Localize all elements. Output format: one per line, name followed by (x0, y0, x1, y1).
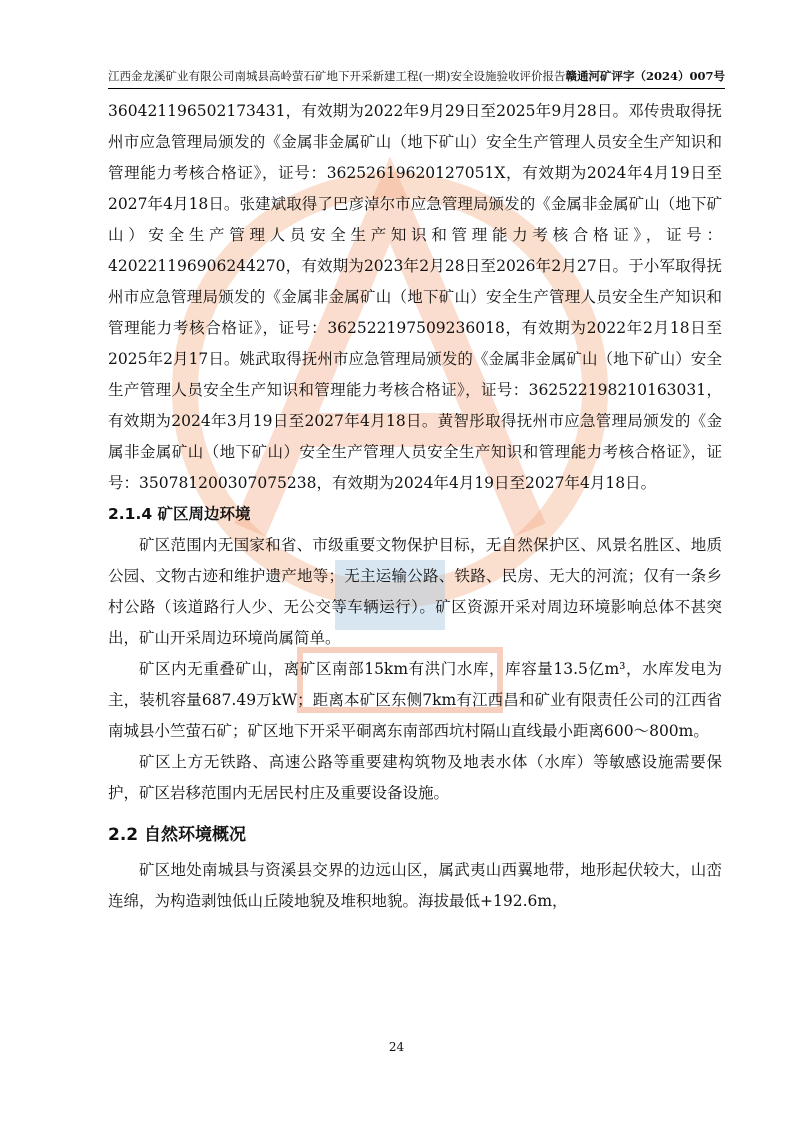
page-number: 24 (388, 1040, 405, 1054)
document-body (108, 96, 722, 917)
page-header (108, 66, 725, 89)
paragraph-reservoir: 矿区内无重叠矿山，离矿区南部15km有洪门水库，库容量13.5亿m³，水库发电为主，装机容量687.49万kW；距离本矿区东侧7km有江西昌和矿业有限责任公司的江西省南城县小竺萤石矿；矿区地下开采平硐离东南部西坑村隔山直线最小距离600～800m。 (108, 660, 722, 740)
section-heading-2-2: 2.2 自然环境概况 (108, 825, 247, 845)
paragraph-natural-environment: 矿区地处南城县与资溪县交界的边远山区，属武夷山西翼地带，地形起伏较大，山峦连绵，为构造剥蚀低山丘陵地貌及堆积地貌。海拔最低+192.6m， (108, 861, 722, 910)
report-code: 赣通河矿评字（2024）007号 (565, 69, 725, 83)
paragraph-sensitive-facilities: 矿区上方无铁路、高速公路等重要建构筑物及地表水体（水库）等敏感设施需要保护，矿区岩移范围内无居民村庄及重要设备设施。 (108, 753, 722, 802)
report-title: 江西金龙溪矿业有限公司南城县高岭萤石矿地下开采新建工程(一期)安全设施验收评价报告 (108, 69, 566, 83)
section-heading-2-1-4: 2.1.4 矿区周边环境 (108, 505, 251, 523)
paragraph-certificates: 360421196502173431，有效期为2022年9月29日至2025年9月28日。邓传贵取得抚州市应急管理局颁发的《金属非金属矿山（地下矿山）安全生产管理人员安全生产知识和管理能力考核合格证》，证号：36252619620127051X，有效期为2024年4月19日至2027年4月18日。张建斌取得了巴彦淖尔市应急管理局颁发的《金属非金属矿山（地下矿山）安全生产管理人员安全生产知识和管理能力考核合格证》，证号：420221196906244270，有效期为2023年2月28日至2026年2月27日。于小军取得抚州市应急管理局颁发的《金属非金属矿山（地下矿山）安全生产管理人员安全生产知识和管理能力考核合格证》，证号：362522197509236018，有效期为2022年2月18日至2025年2月17日。姚武取得抚州市应急管理局颁发的《金属非金属矿山（地下矿山）安全生产管理人员安全生产知识和管理能力考核合格证》，证号：362522198210163031，有效期为2024年3月19日至2027年4月18日。黄智彤取得抚州市应急管理局颁发的《金属非金属矿山（地下矿山）安全生产管理人员安全生产知识和管理能力考核合格证》，证号：350781200307075238，有效期为2024年4月19日至2027年4月18日。 (108, 102, 722, 492)
paragraph-surroundings: 矿区范围内无国家和省、市级重要文物保护目标，无自然保护区、风景名胜区、地质公园、文物古迹和维护遗产地等；无主运输公路、铁路、民房、无大的河流；仅有一条乡村公路（该道路行人少、无公交等车辆运行）。矿区资源开采对周边环境影响总体不甚突出，矿山开采周边环境尚属简单。 (108, 536, 722, 647)
